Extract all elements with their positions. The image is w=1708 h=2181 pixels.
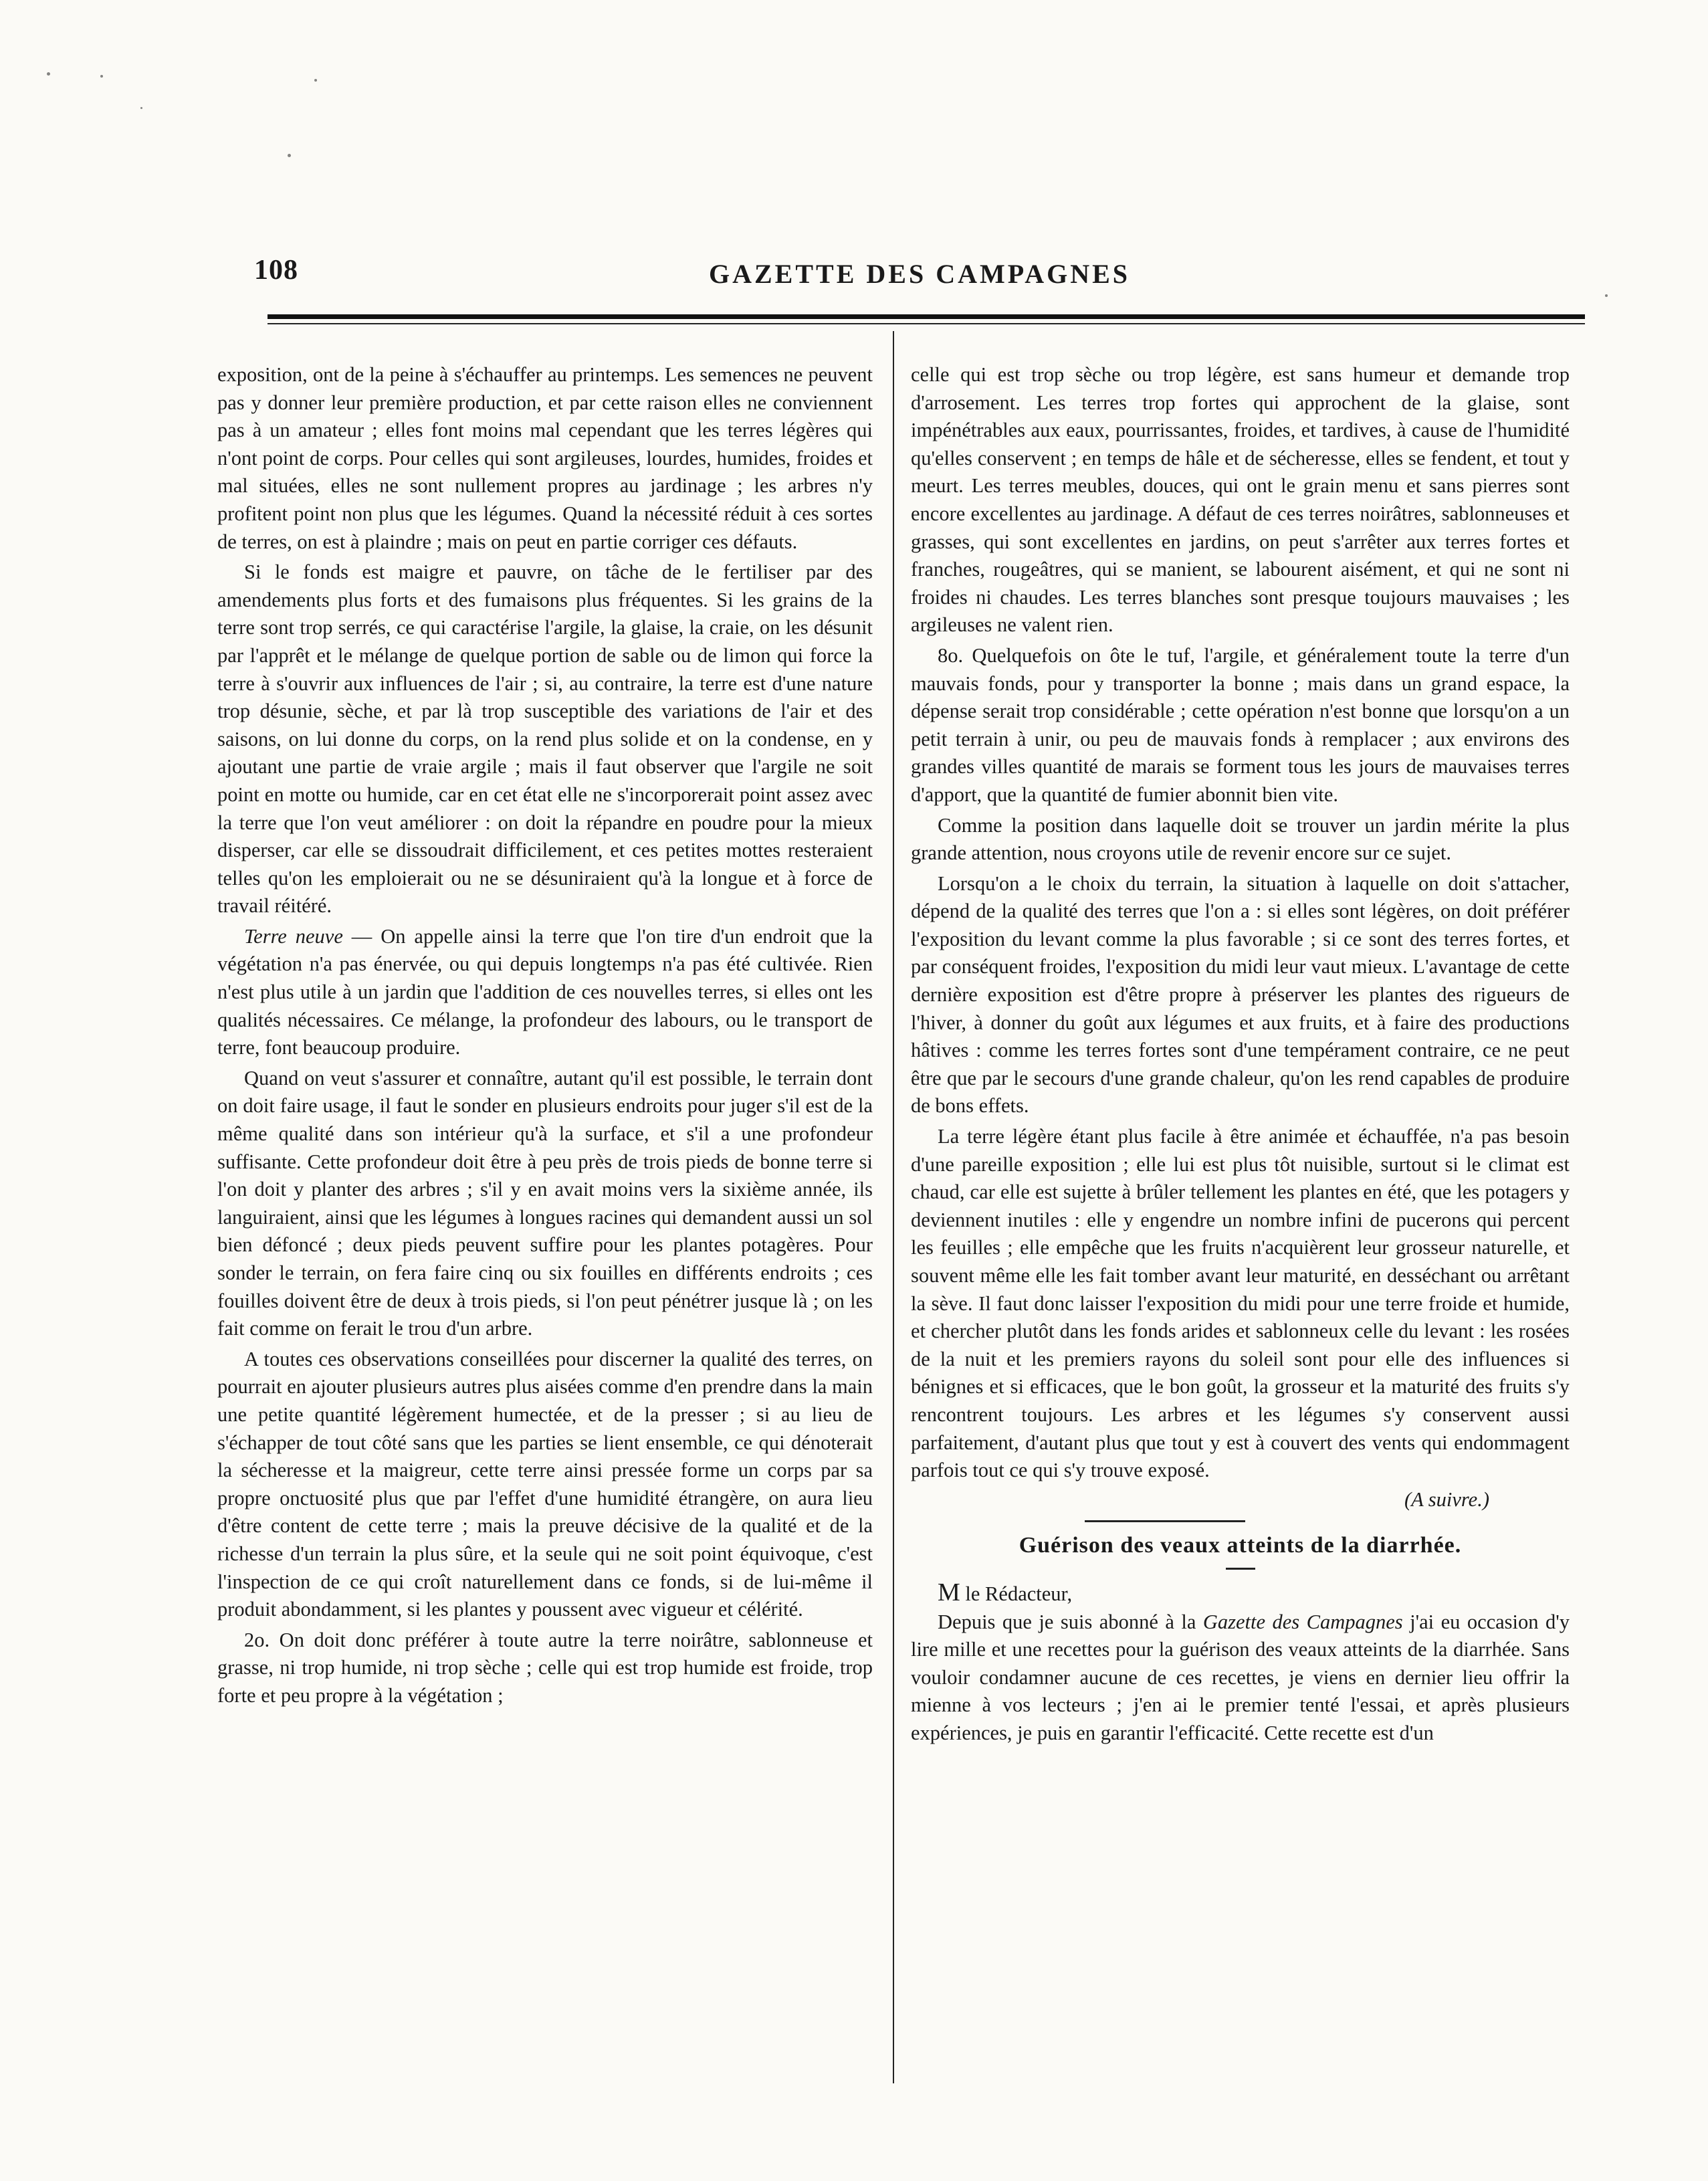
header-rule-thin [268, 323, 1585, 324]
scan-speck [100, 75, 103, 78]
page-header [254, 254, 1585, 301]
paragraph: Terre neuve — On appelle ainsi la terre que l'on tire d'un endroit que la végétation n'a pas énervée, ou qui depuis longtemps n'a pas été cultivée. Rien n'est plus utile à un jardin que l'addition de ces nouvelles terres, si elles ont les qualités nécessaires. Ce mélange, la profondeur des labours, ou le transport de terre, font beaucoup produire. [217, 924, 873, 1059]
salutation-initial: M [938, 1578, 960, 1606]
paragraph: celle qui est trop sèche ou trop légère, est sans humeur et demande trop d'arrosement. Les terres trop fortes qui approchent de la glaise, sont impénétrables aux eaux, pourrissantes, froides, et tardives, à cause de l'humidité qu'elles conservent ; en temps de hâle et de sécheresse, elles se fendent, et tout y meurt. Les terres meubles, douces, qui ont le grain menu et sans pierres sont encore excellentes au jardinage. A défaut de ces terres noirâtres, sablonneuses et grasses, qui sont excellentes en jardins, on peut s'arrêter aux terres fortes et franches, rougeâtres, qui se manient, se labourent aisément, et qui ne sont ni froides ni chaudes. Les terres blanches sont presque toujours mauvaises ; les argileuses ne valent rien. [911, 363, 1570, 637]
article-body-start: Depuis que je suis abonné à la [938, 1610, 1203, 1633]
page-number: 108 [254, 255, 298, 286]
paragraph: A toutes ces observations conseillées pour discerner la qualité des terres, on pourrait en ajouter plusieurs autres plus aisées comme d'en prendre dans la main une petite quantité légèrement humectée, et de la presser ; si au lieu de s'échapper de tout côté sans que les parties se lient ensemble, ce qui dénoterait la sécheresse et la maigreur, cette terre ainsi pressée forme un corps par sa propre onctuosité plus que par l'effet d'une humidité étrangère, on aura lieu d'être content de cette terre ; mais la preuve décisive de la qualité et de la richesse d'un terrain la plus sûre, et la seule qui ne soit point équivoque, c'est l'inspection de ce qui croît naturellement dans ce fonds, si de lui-même il produit abondamment, si les plantes y poussent avec vigueur et célérité. [217, 1347, 873, 1621]
paragraph: Lorsqu'on a le choix du terrain, la situation à laquelle on doit s'attacher, dépend de la qualité des terres que l'on a : si elles sont légères, on doit préférer l'exposition du levant comme la plus favorable ; si ce sont des terres fortes, et par conséquent froides, l'exposition du midi leur vaut mieux. L'avantage de cette dernière exposition est d'être propre à préserver les plantes des rigueurs de l'hiver, à donner du goût aux légumes et aux fruits, et à faire des productions hâtives : comme les terres fortes sont d'une tempérament contraire, ce ne peut être que par le secours d'une grande chaleur, qu'on les rend capables de produire de bons effets. [911, 871, 1570, 1118]
journal-title: Gazette des Campagnes [1202, 1610, 1403, 1633]
scan-speck [288, 154, 291, 157]
salutation [911, 1579, 1570, 1608]
paragraph: Quand on veut s'assurer et connaître, autant qu'il est possible, le terrain dont on doit faire usage, il faut le sonder en plusieurs endroits pour juger s'il est de la même qualité dans son intérieur qu'à la surface, et s'il a une profondeur suffisante. Cette profondeur doit être à peu près de trois pieds de bonne terre si l'on doit y planter des arbres ; s'il y en avait moins vers la sixième année, ils languiraient, ainsi que les légumes à longues racines qui demandent aussi un sol bien défoncé ; deux pieds peuvent suffire pour les plantes potagères. Pour sonder le terrain, on fera faire cinq ou six fouilles en différents endroits ; ces fouilles doivent être de deux à trois pieds, si l'on peut pénétrer jusque là ; on les fait comme on ferait le trou d'un arbre. [217, 1066, 873, 1340]
salutation-text: le Rédacteur, [960, 1582, 1073, 1605]
left-column [217, 361, 873, 1710]
paragraph: Si le fonds est maigre et pauvre, on tâche de le fertiliser par des amendements plus forts et des fumaisons plus fréquentes. Si les grains de la terre sont trop serrés, ce qui caractérise l'argile, la glaise, la craie, on les désunit par l'apprêt et le mélange de quelque portion de sable ou de limon qui force la terre à s'ouvrir aux influences de l'air ; si, au contraire, la terre est d'une nature trop désunie, sèche, et par là trop susceptible des variations de l'air et des saisons, on lui donne du corps, on la rend plus solide et on la condense, en y ajoutant une partie de vraie argile ; mais il faut observer que l'argile ne soit point en motte ou humide, car en cet état elle ne s'incorporerait point assez avec la terre que l'on veut améliorer : on doit la répandre en poudre pour la mieux disperser, car elle se dissoudrait difficilement, et ces petites mottes resteraient telles qu'on les emploierait ou ne se désuniraient qu'à la longue et à force de travail réitéré. [217, 560, 873, 918]
column-divider [893, 331, 894, 2083]
paragraph: Comme la position dans laquelle doit se trouver un jardin mérite la plus grande attention, nous croyons utile de revenir encore sur ce sujet. [911, 813, 1570, 865]
article-body [911, 1608, 1570, 1748]
article-body-rest: j'ai eu occasion d'y lire mille et une recettes pour la guérison des veaux atteints de la diarrhée. Sans vouloir condamner aucune de ces recettes, je viens en dernier lieu offrir la mienne à vos lecteurs ; j'en ai le premier tenté l'essai, et après plusieurs expériences, je puis en garantir l'efficacité. Cette recette est d'un [911, 1610, 1570, 1744]
right-column [911, 361, 1570, 1748]
scan-speck [1605, 294, 1608, 297]
paragraph: La terre légère étant plus facile à être animée et échauffée, n'a pas besoin d'une pareille exposition ; elle lui est plus tôt nuisible, surtout si le climat est chaud, car elle est sujette à brûler tellement les plantes en été, que les potagers y deviennent inutiles : elle y engendre un nombre infini de pucerons qui percent les feuilles ; elle empêche que les fruits n'acquièrent leur grosseur naturelle, et souvent même elle les fait tomber avant leur maturité, en desséchant ou arrêtant la sève. Il faut donc laisser l'exposition du midi pour une terre froide et humide, et chercher plutôt dans les fonds arides et sablonneux celle du levant : les rosées de la nuit et les premiers rayons du soleil sont pour elle des influences si bénignes et si efficaces, que le bon goût, la grosseur et la maturité des fruits s'y rencontrent toujours. Les arbres et les légumes s'y conservent aussi parfaitement, d'autant plus que tout y est à couvert des vents qui endommagent parfois tout ce qui s'y trouve exposé. [911, 1125, 1570, 1482]
header-rule [268, 314, 1585, 319]
paragraph: 8o. Quelquefois on ôte le tuf, l'argile, et généralement toute la terre d'un mauvais fonds, pour y transporter la bonne ; mais dans un grand espace, la dépense serait trop considérable ; cette opération n'est bonne que lorsqu'on a un petit terrain à unir, ou peu de mauvais fonds à remplacer ; aux environs des grandes villes quantité de marais se forment tous les jours de mauvaises terres d'apport, que la quantité de fumier abonnit bien vite. [911, 643, 1570, 806]
page-title: GAZETTE DES CAMPAGNES [708, 259, 1130, 289]
scan-speck [47, 72, 50, 76]
to-be-continued: (A suivre.) [1404, 1487, 1489, 1511]
term-heading: Terre neuve [244, 924, 343, 948]
scan-speck [314, 79, 317, 82]
paragraph: exposition, ont de la peine à s'échauffer au printemps. Les semences ne peuvent pas y donner leur première production, et par cette raison elles ne conviennent pas à un amateur ; elles font moins mal cependant que les terres légères qui n'ont point de corps. Pour celles qui sont argileuses, lourdes, humides, froides et mal situées, elles ne sont nullement propres au jardinage ; les arbres n'y profitent point non plus que les légumes. Quand la nécessité réduit à ces sortes de terres, on est à plaindre ; mais on peut en partie corriger ces défauts. [217, 363, 873, 553]
scan-speck [140, 107, 142, 109]
section-rule [1085, 1520, 1245, 1522]
heading-rule [1226, 1568, 1255, 1570]
paragraph: 2o. On doit donc préférer à toute autre la terre noirâtre, sablonneuse et grasse, ni trop humide, ni trop sèche ; celle qui est trop humide est froide, trop forte et peu propre à la végétation ; [217, 1628, 873, 1707]
article-heading: Guérison des veaux atteints de la diarrhée. [1019, 1533, 1462, 1558]
